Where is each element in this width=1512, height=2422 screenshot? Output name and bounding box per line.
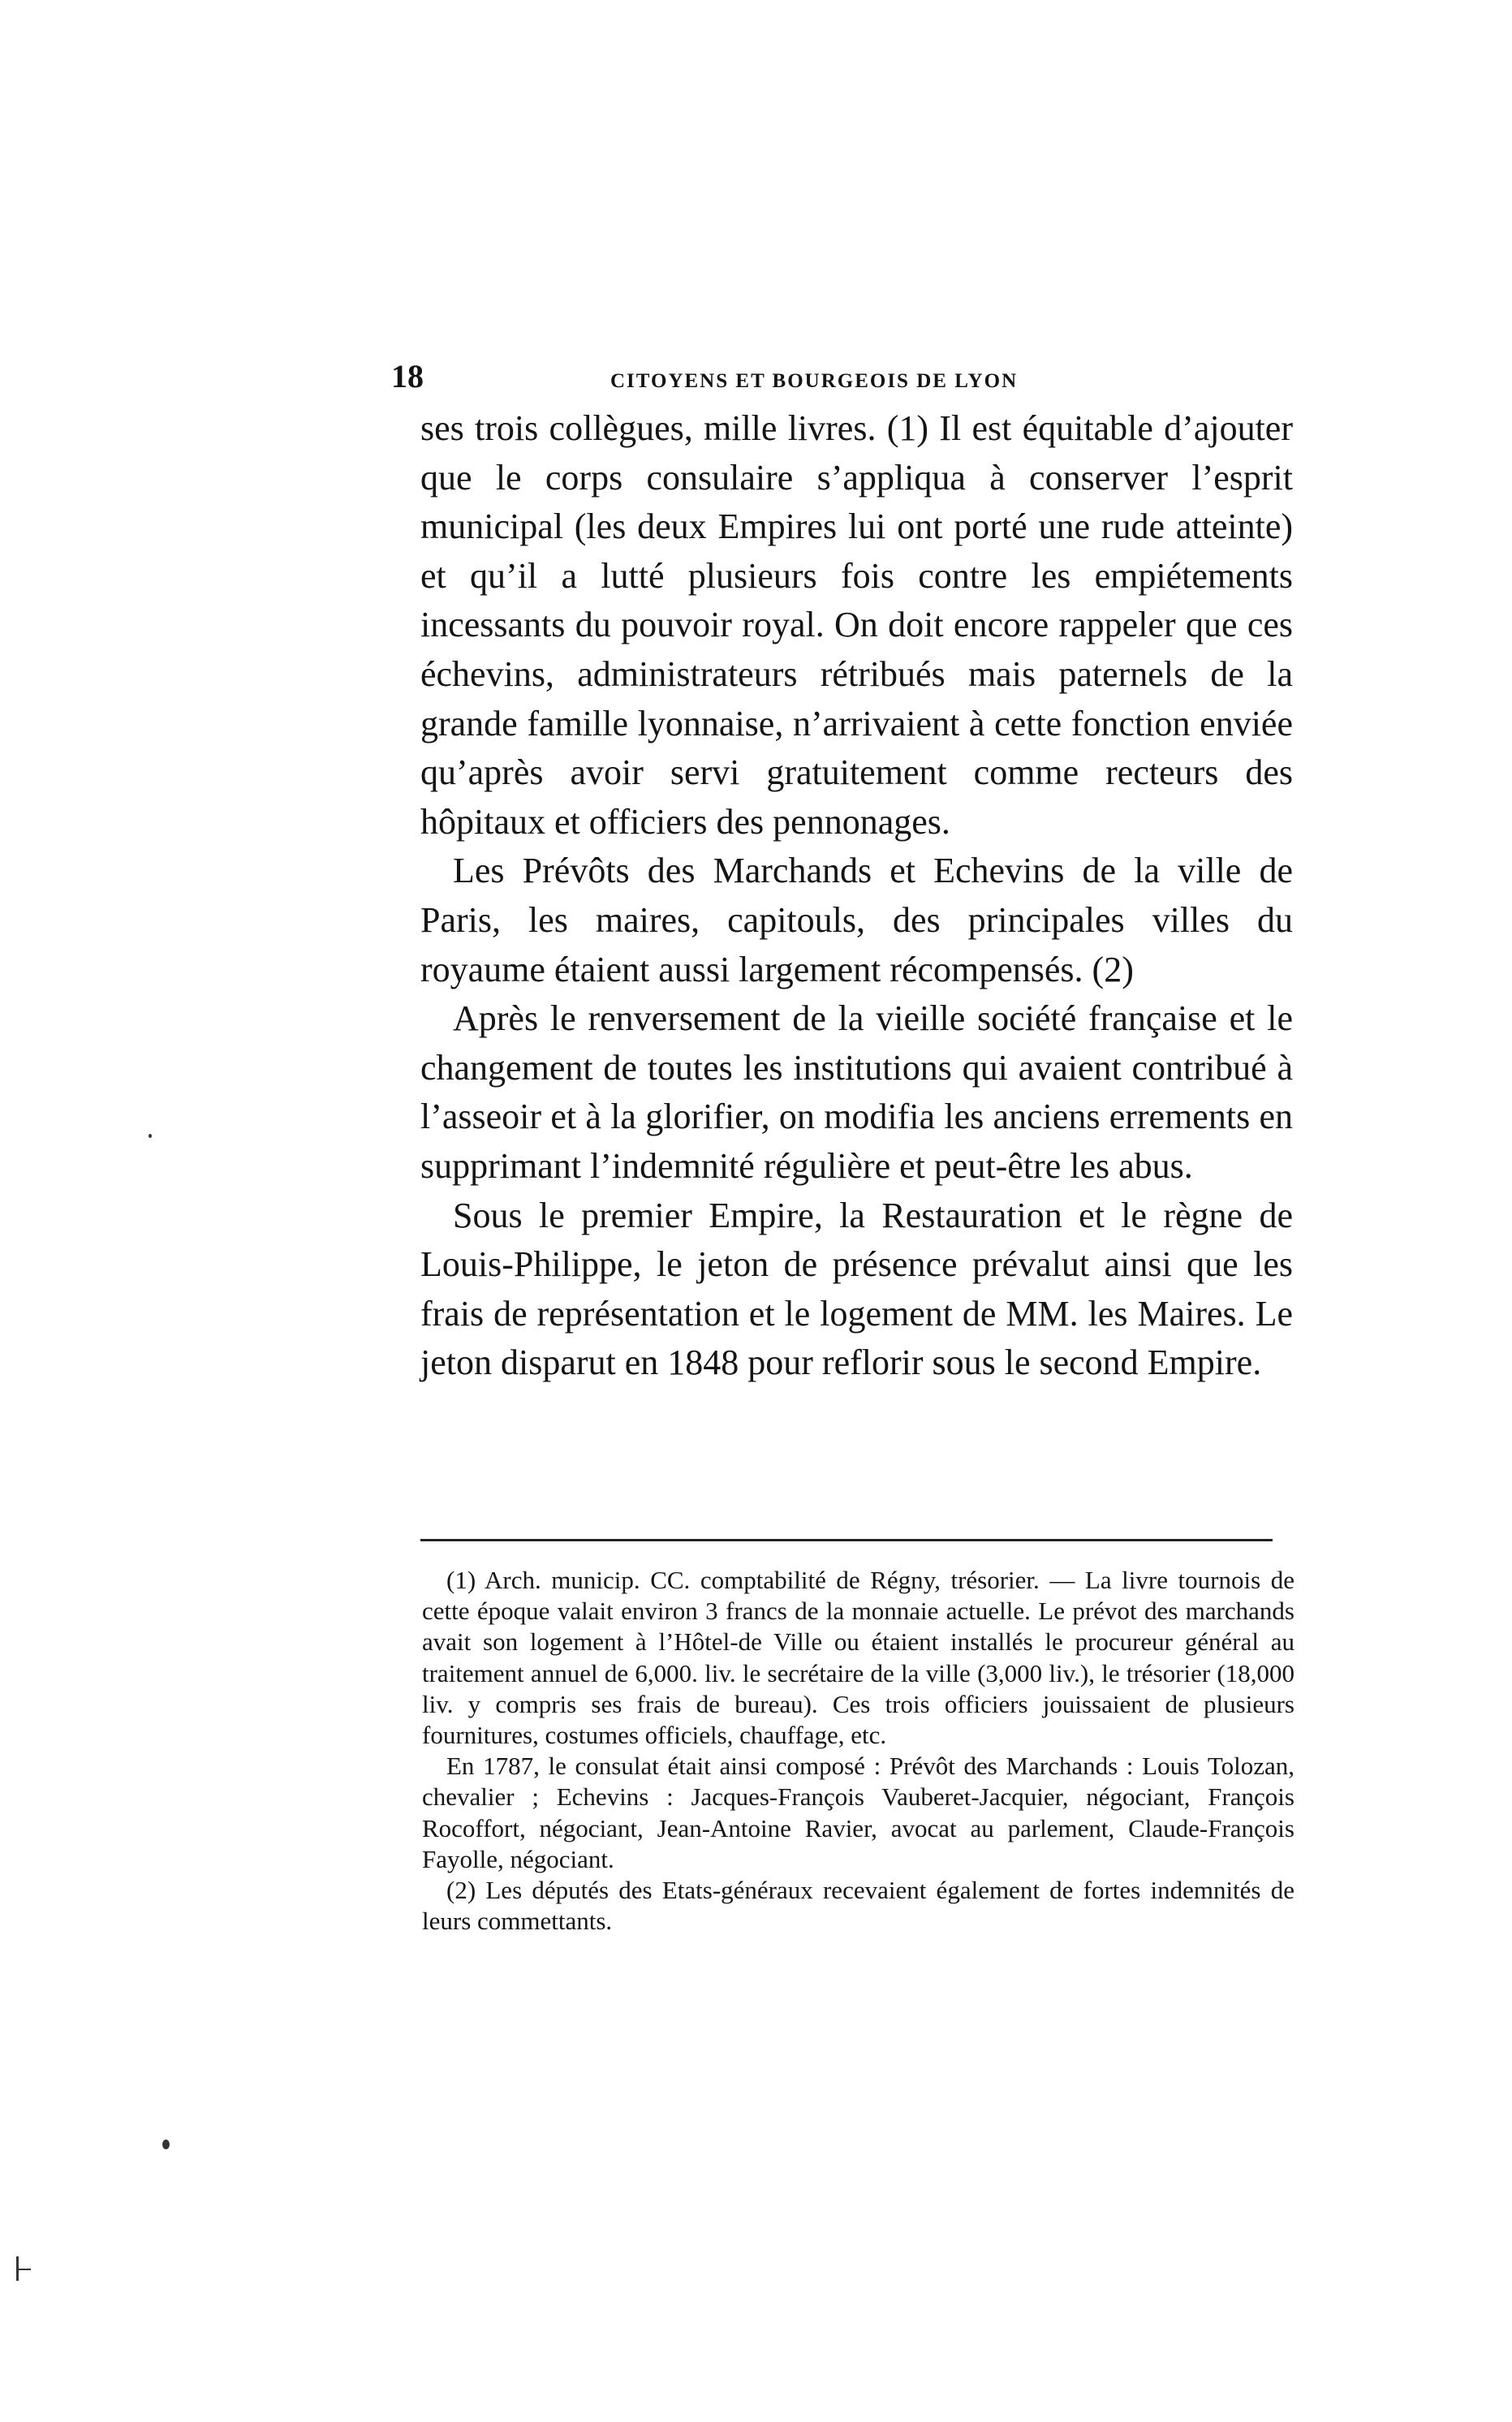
paragraph-1: ses trois collègues, mille livres. (1) Il est équitable d’ajouter que le corps consulaire s’appliqua à conserver l’esprit municipal (les deux Empires lui ont porté une rude atteinte) et qu’il a lutté plusieurs fois contre les empiétements incessants du pouvoir royal. On doit encore rappeler que ces échevins, administrateurs rétribués mais paternels de la grande famille lyonnaise, n’arrivaient à cette fonction enviée qu’après avoir servi gratuitement comme recteurs des hôpitaux et officiers des pennonages. bbox=[420, 408, 1293, 842]
margin-tick bbox=[16, 2269, 31, 2270]
paragraph-4: Sous le premier Empire, la Restauration et le règne de Louis-Philippe, le jeton de présence prévalut ainsi que les frais de représentation et le logement de MM. les Maires. Le jeton disparut en 1848 pour reflorir sous le second Empire. bbox=[420, 1195, 1293, 1383]
running-head: CITOYENS ET BOURGEOIS DE LYON bbox=[610, 370, 1019, 392]
main-text bbox=[420, 404, 1293, 1388]
footnote-1: (1) Arch. municip. CC. comptabilité de Régny, trésorier. — La livre tournois de cette époque valait environ 3 francs de la monnaie actuelle. Le prévot des marchands avait son logement à l’Hôtel-de Ville ou étaient installés le procureur général au traitement annuel de 6,000. liv. le secrétaire de la ville (3,000 liv.), le trésorier (18,000 liv. y compris ses frais de bureau). Ces trois officiers jouissaient de plusieurs fournitures, costumes officiels, chauffage, etc. bbox=[422, 1566, 1294, 1750]
margin-dot bbox=[162, 2140, 170, 2149]
footnote-1-continued: En 1787, le consulat était ainsi composé : Prévôt des Marchands : Louis Tolozan, chevalier ; Echevins : Jacques-François Vauberet-Jacquier, négociant, François Rocoffort, négociant, Jean-Antoine Ravier, avocat au parlement, Claude-François Fayolle, négociant. bbox=[422, 1752, 1294, 1873]
margin-dot bbox=[149, 1134, 152, 1138]
footnote-divider bbox=[420, 1539, 1273, 1541]
footnote-2: (2) Les députés des Etats-généraux recevaient également de fortes indemnités de leurs commettants. bbox=[422, 1876, 1294, 1936]
paragraph-2: Les Prévôts des Marchands et Echevins de la ville de Paris, les maires, capitouls, des principales villes du royaume étaient aussi largement récompensés. (2) bbox=[420, 851, 1293, 989]
paragraph-3: Après le renversement de la vieille société française et le changement de toutes les institutions qui avaient contribué à l’asseoir et à la glorifier, on modifia les anciens errements en supprimant l’indemnité régulière et peut-être les abus. bbox=[420, 998, 1293, 1186]
page-header bbox=[391, 357, 1085, 398]
footnotes bbox=[422, 1565, 1294, 1937]
page-number: 18 bbox=[391, 358, 424, 394]
